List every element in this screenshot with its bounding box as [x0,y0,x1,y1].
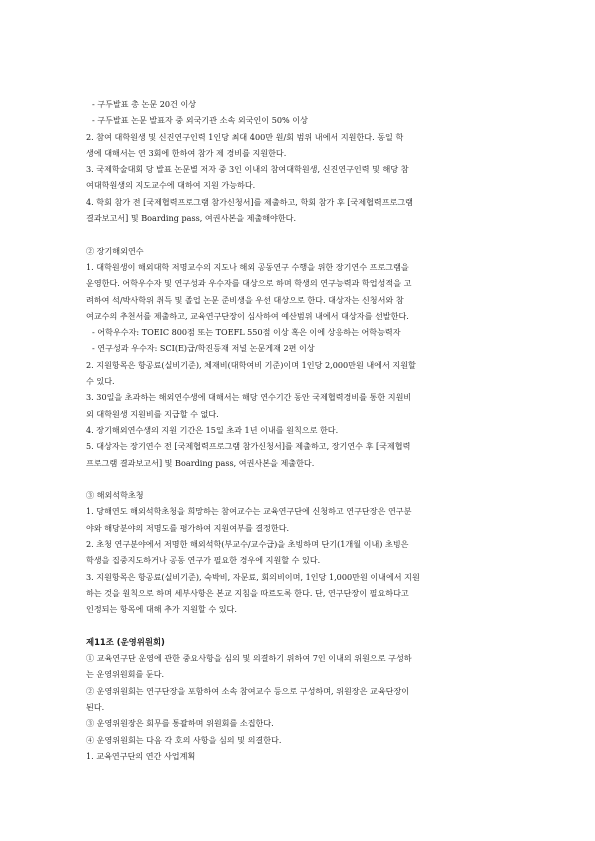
text-line: 하는 것을 원칙으로 하며 세부사항은 본교 지침을 따르도록 한다. 단, 연구단장이 필요하다고 [86,587,409,598]
text-line: 2. 지원항목은 항공료(실비기준), 체재비(대학여비 기준)이며 1인당 2,000만원 내에서 지원할 [86,359,416,370]
text-line: 2. 참여 대학원생 및 신진연구인력 1인당 최대 400만 원/회 범위 내에서 지원한다. 동일 학 [86,131,404,142]
text-line: 3. 30일을 초과하는 해외연수생에 대해서는 해당 연수기간 동안 국제협력경비를 통한 지원비 [86,392,412,403]
text-line: 4. 학회 참가 전 [국제협력프로그램 참가신청서]를 제출하고, 학회 참가 후 [국제협력프로그램 [86,196,413,207]
paragraph-gap [86,618,520,634]
text-line: ③ 운영위원장은 회무를 통괄하며 위원회를 소집한다. [86,718,274,729]
text-line: ② 장기해외연수 [86,245,144,256]
block-long-term-training [86,243,520,471]
block-foreign-scholar-invitation [86,487,520,617]
text-line: - 연구성과 우수자: SCI(E)급/학진등재 저널 논문게재 2편 이상 [92,343,315,354]
text-line: 5. 대상자는 장기연수 전 [국제협력프로그램 참가신청서]를 제출하고, 장기연수 후 [국제협력 [86,441,411,452]
text-line: 1. 교육연구단의 연간 사업계획 [86,750,196,761]
text-line: 3. 지원항목은 항공료(실비기준), 숙박비, 자문료, 회의비이며, 1인당 1,000만원 이내에서 지원 [86,571,420,582]
text-line: 프로그램 결과보고서] 및 Boarding pass, 여권사본을 제출한다. [86,457,315,468]
text-line: 결과보고서] 및 Boarding pass, 여권사본을 제출해야한다. [86,213,297,224]
text-line: 려하여 석/박사학위 취득 및 졸업 논문 준비생을 우선 대상으로 한다. 대상자는 신청서와 참 [86,294,404,305]
text-line: 2. 초청 연구분야에서 저명한 해외석학(부교수/교수급)을 초빙하며 단기(1개월 이내) 초빙은 [86,539,409,550]
text-line: ① 교육연구단 운영에 관한 중요사항을 심의 및 의결하기 위하여 7인 이내의 위원으로 구성하 [86,653,412,664]
paragraph-gap [86,471,520,487]
text-line: 3. 국제학술대회 당 발표 논문별 저자 중 3인 이내의 참여대학원생, 신진연구인력 및 해당 참 [86,164,409,175]
text-line: 운영한다. 어학우수자 및 연구성과 우수자를 대상으로 하며 학생의 연구능력과 학업성적을 고 [86,278,412,289]
text-line: 1. 당해연도 해외석학초청을 희망하는 참여교수는 교육연구단에 신청하고 연구단장은 연구분 [86,506,412,517]
text-line: 학생을 집중지도하거나 공동 연구가 필요한 경우에 지원할 수 있다. [86,555,321,566]
text-line: 인정되는 항목에 대해 추가 지원할 수 있다. [86,604,237,615]
block-international-conference [86,96,520,226]
paragraph-gap [86,226,520,242]
text-line: 된다. [86,701,105,712]
text-line: - 어학우수자: TOEIC 800점 또는 TOEFL 550점 이상 혹은 이에 상응하는 어학능력자 [92,327,401,338]
text-line: - 구두발표 논문 발표자 중 외국기관 소속 외국인이 50% 이상 [92,115,308,126]
text-line: ③ 해외석학초청 [86,490,144,501]
text-line: 여교수의 추천서를 제출하고, 교육연구단장이 심사하여 예산범위 내에서 대상자를 선발한다. [86,310,409,321]
text-line: 수 있다. [86,376,115,387]
text-line: 외 대학원생 지원비를 지급할 수 없다. [86,408,219,419]
block-article-11 [86,634,520,764]
text-line: 4. 장기해외연수생의 지원 기간은 15일 초과 1년 이내를 원칙으로 한다. [86,424,339,435]
text-line: 야와 해당분야의 저명도를 평가하여 지원여부를 결정한다. [86,522,290,533]
text-line: ② 운영위원회는 연구단장을 포함하여 소속 참여교수 등으로 구성하며, 위원장은 교육단장이 [86,685,410,696]
article-heading: 제11조 (운영위원회) [86,636,165,647]
text-line: - 구두발표 총 논문 20건 이상 [92,99,197,109]
text-line: 는 운영위원회를 둔다. [86,669,165,680]
text-line: ④ 운영위원회는 다음 각 호의 사항을 심의 및 의결한다. [86,734,282,745]
text-line: 1. 대학원생이 해외대학 저명교수의 지도나 해외 공동연구 수행을 위한 장기연수 프로그램을 [86,261,409,272]
text-line: 여대학원생의 지도교수에 대하여 지원 가능하다. [86,180,256,191]
text-line: 생에 대해서는 연 3회에 한하여 참가 제 경비를 지원한다. [86,147,287,158]
